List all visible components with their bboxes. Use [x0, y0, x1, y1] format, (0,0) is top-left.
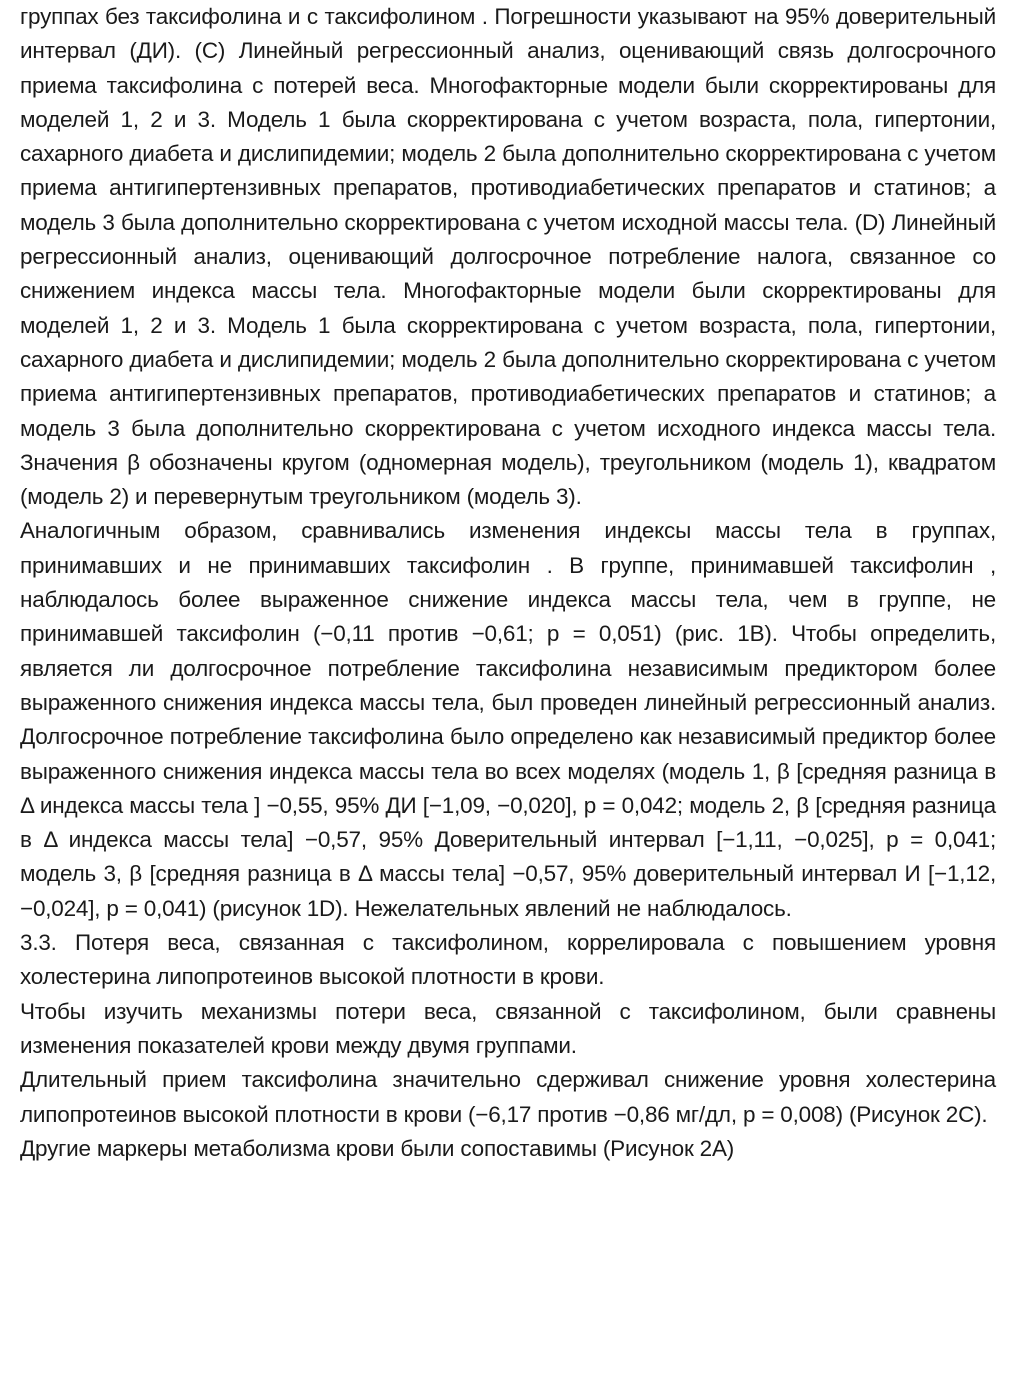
paragraph-other-markers: Другие маркеры метаболизма крови были сопоставимы (Рисунок 2A)	[20, 1135, 735, 1161]
paragraph-bmi-results: Аналогичным образом, сравнивались изменения индексы массы тела в группах, принимавших и не принимавших таксифолин . В группе, принимавшей таксифолин , наблюдалось более выраженное снижение индекса массы тела, чем в группе, не принимавшей таксифолин (−0,11 против −0,61; p = 0,051) (рис. 1B). Чтобы определить, является ли долгосрочное потребление таксифолина независимым предиктором более выраженного снижения индекса массы тела, был проведен линейный регрессионный анализ. Долгосрочное потребление таксифолина было определено как независимый предиктор более выраженного снижения индекса массы тела во всех моделях (модель 1, β [средняя разница в Δ индекса массы тела ] −0,55, 95% ДИ [−1,09, −0,020], p = 0,042; модель 2, β [средняя разница в Δ индекса массы тела] −0,57, 95% Доверительный интервал [−1,11, −0,025], p = 0,041; модель 3, β [средняя разница в Δ массы тела] −0,57, 95% доверительный интервал И [−1,12, −0,024], p = 0,041) (рисунок 1D). Нежелательных явлений не наблюдалось.	[20, 518, 996, 921]
document-body	[20, 0, 996, 1166]
section-heading-3-3: 3.3. Потеря веса, связанная с таксифолином, коррелировала с повышением уровня холестерина липопротеинов высокой плотности в крови.	[20, 930, 996, 990]
paragraph-hdl-results: Длительный прием таксифолина значительно сдерживал снижение уровня холестерина липопротеинов высокой плотности в крови (−6,17 против −0,86 мг/дл, p = 0,008) (Рисунок 2C).	[20, 1067, 996, 1127]
paragraph-mechanisms: Чтобы изучить механизмы потери веса, связанной с таксифолином, были сравнены изменения показателей крови между двумя группами.	[20, 998, 996, 1058]
paragraph-figure-caption: группах без таксифолина и с таксифолином . Погрешности указывают на 95% доверительный интервал (ДИ). (C) Линейный регрессионный анализ, оценивающий связь долгосрочного приема таксифолина с потерей веса. Многофакторные модели были скорректированы для моделей 1, 2 и 3. Модель 1 была скорректирована с учетом возраста, пола, гипертонии, сахарного диабета и дислипидемии; модель 2 была дополнительно скорректирована с учетом приема антигипертензивных препаратов, противодиабетических препаратов и статинов; а модель 3 была дополнительно скорректирована с учетом исходной массы тела. (D) Линейный регрессионный анализ, оценивающий долгосрочное потребление налога, связанное со снижением индекса массы тела. Многофакторные модели были скорректированы для моделей 1, 2 и 3. Модель 1 была скорректирована с учетом возраста, пола, гипертонии, сахарного диабета и дислипидемии; модель 2 была дополнительно скорректирована с учетом приема антигипертензивных препаратов, противодиабетических препаратов и статинов; а модель 3 была дополнительно скорректирована с учетом исходного индекса массы тела. Значения β обозначены кругом (одномерная модель), треугольником (модель 1), квадратом (модель 2) и перевернутым треугольником (модель 3).	[20, 4, 996, 510]
